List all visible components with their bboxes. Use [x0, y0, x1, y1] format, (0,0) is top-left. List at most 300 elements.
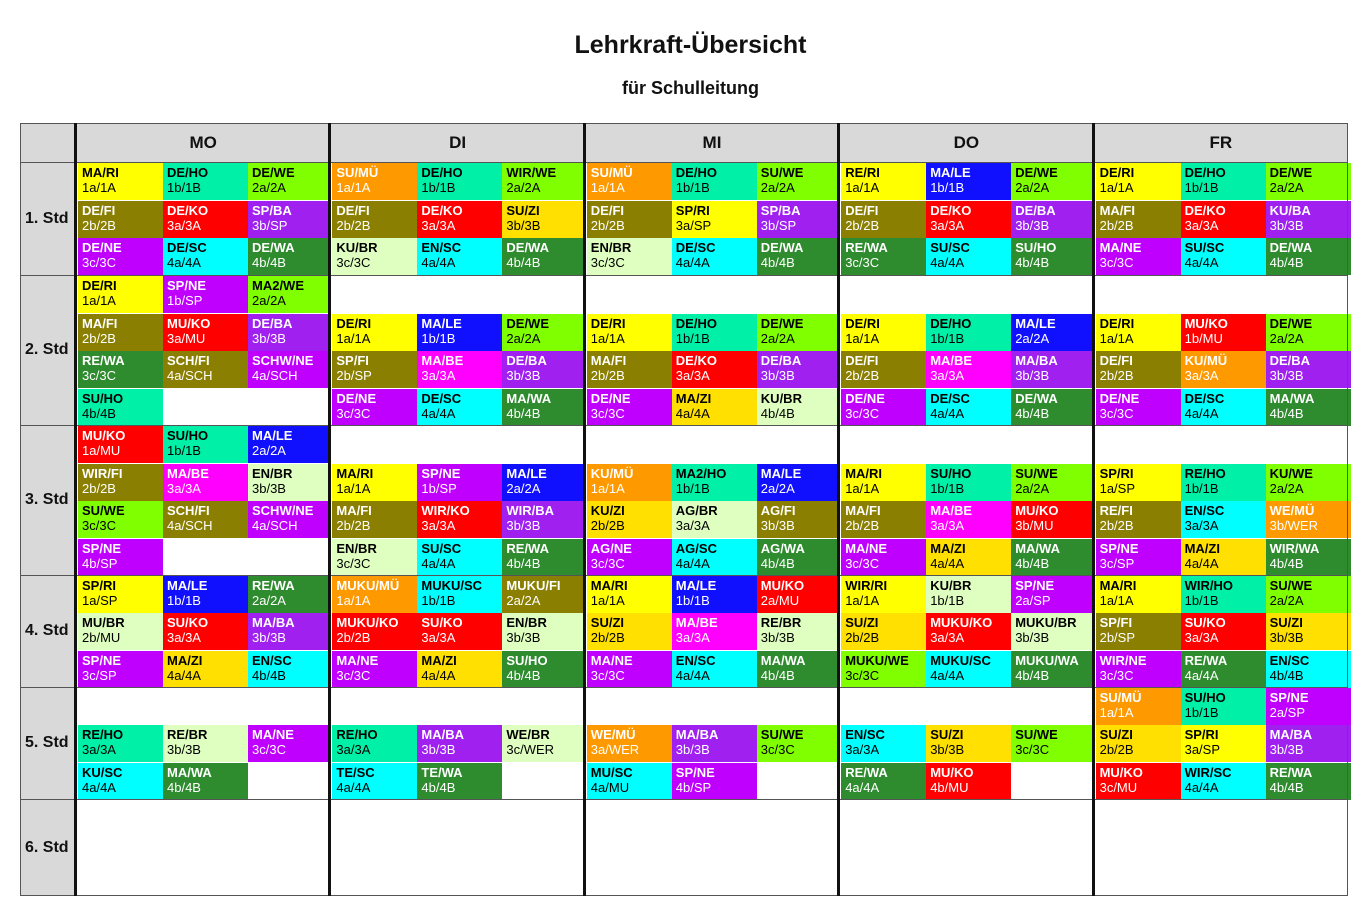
- lesson-subject: KU/MÜ: [1184, 353, 1228, 368]
- lesson-subject: EN/SC: [845, 727, 885, 743]
- lesson-entry[interactable]: [248, 351, 333, 388]
- day-header-di: DI: [330, 123, 584, 162]
- lesson-class: 4b/4B: [760, 405, 795, 421]
- lesson-entry[interactable]: [163, 426, 248, 463]
- lesson-entry[interactable]: [1181, 501, 1266, 538]
- lesson-entry[interactable]: [841, 613, 926, 650]
- lesson-class: 2b/SP: [1099, 630, 1136, 646]
- lesson-entry[interactable]: [1266, 763, 1351, 800]
- lesson-entry[interactable]: [1181, 576, 1266, 613]
- lesson-entry[interactable]: [417, 389, 502, 426]
- lesson-entry[interactable]: [1011, 314, 1096, 351]
- lesson-entry[interactable]: [841, 576, 926, 613]
- lesson-class: 1a/1A: [336, 480, 371, 496]
- lesson-class: 4a/4A: [675, 667, 710, 683]
- lesson-entry[interactable]: [1011, 389, 1096, 426]
- lesson-entry[interactable]: [502, 725, 587, 762]
- lesson-entry[interactable]: [672, 238, 757, 275]
- lesson-entry[interactable]: [502, 464, 587, 501]
- lesson-entry[interactable]: [417, 314, 502, 351]
- lesson-entry[interactable]: [1266, 613, 1351, 650]
- lesson-entry[interactable]: [78, 539, 163, 576]
- lesson-entry[interactable]: [502, 238, 587, 275]
- lesson-entry[interactable]: [1011, 539, 1096, 576]
- lesson-entry[interactable]: [78, 464, 163, 501]
- lesson-subject: MA/WA: [506, 390, 552, 406]
- lesson-entry[interactable]: [163, 651, 248, 688]
- lesson-entry[interactable]: [587, 725, 672, 762]
- lesson-entry[interactable]: [332, 464, 417, 501]
- lesson-subject: DE/HO: [421, 165, 463, 181]
- lesson-class: 4a/4A: [930, 555, 965, 571]
- lesson-entry[interactable]: [502, 389, 587, 426]
- lesson-entry[interactable]: [1011, 501, 1096, 538]
- lesson-entry[interactable]: [587, 389, 672, 426]
- lesson-class: 1b/1B: [1184, 704, 1219, 720]
- lesson-class: 1a/SP: [1099, 480, 1136, 496]
- lesson-entry[interactable]: [1011, 576, 1096, 613]
- lesson-entry[interactable]: [757, 238, 842, 275]
- lesson-entry[interactable]: [163, 763, 248, 800]
- lesson-entry[interactable]: [1181, 688, 1266, 725]
- lesson-subject: MA/BA: [421, 727, 464, 743]
- lesson-subject: DE/SC: [675, 240, 716, 256]
- lesson-class: 4a/4A: [675, 405, 710, 421]
- lesson-entry[interactable]: [163, 163, 248, 200]
- lesson-entry[interactable]: [1181, 314, 1266, 351]
- lesson-entry[interactable]: [78, 763, 163, 800]
- lesson-subject: RE/HO: [1184, 465, 1226, 481]
- lesson-entry[interactable]: [78, 163, 163, 200]
- lesson-entry[interactable]: [587, 351, 672, 388]
- lesson-entry[interactable]: [672, 464, 757, 501]
- lesson-subject: MA/ZI: [167, 652, 203, 668]
- lesson-entry[interactable]: [248, 725, 333, 762]
- lesson-subject: MUKU/WA: [1015, 652, 1079, 668]
- lesson-entry[interactable]: [1096, 351, 1181, 388]
- lesson-entry[interactable]: [926, 725, 1011, 762]
- lesson-class: 3c/3C: [590, 667, 625, 683]
- lesson-entry[interactable]: [841, 651, 926, 688]
- lesson-entry[interactable]: [417, 163, 502, 200]
- lesson-entry[interactable]: [587, 763, 672, 800]
- lesson-entry[interactable]: [587, 501, 672, 538]
- lesson-entry[interactable]: [417, 763, 502, 800]
- lesson-entry[interactable]: [78, 651, 163, 688]
- lesson-entry[interactable]: [1266, 314, 1351, 351]
- lesson-class: 3a/3A: [675, 518, 710, 533]
- lesson-class: 4b/4B: [760, 255, 795, 271]
- lesson-class: 3a/3A: [1184, 217, 1219, 233]
- lesson-class: 3a/3A: [421, 518, 456, 533]
- lesson-entry[interactable]: [417, 501, 502, 538]
- lesson-entry[interactable]: [757, 576, 842, 613]
- lesson-class: 3b/3B: [1015, 217, 1050, 233]
- lesson-entry[interactable]: [163, 276, 248, 313]
- lesson-entry[interactable]: [1096, 501, 1181, 538]
- lesson-subject: RE/WA: [1269, 764, 1313, 780]
- lesson-entry[interactable]: [926, 314, 1011, 351]
- lesson-entry[interactable]: [417, 539, 502, 576]
- lesson-class: 4a/MU: [590, 779, 630, 795]
- lesson-entry[interactable]: [757, 163, 842, 200]
- lesson-entry[interactable]: [248, 651, 333, 688]
- lesson-entry[interactable]: [332, 763, 417, 800]
- lesson-entry[interactable]: [1266, 651, 1351, 688]
- lesson-class: 1a/1A: [590, 330, 625, 346]
- lesson-entry[interactable]: [672, 314, 757, 351]
- lesson-class: 4a/4A: [421, 405, 456, 421]
- lesson-entry[interactable]: [1266, 576, 1351, 613]
- lesson-entry[interactable]: [587, 613, 672, 650]
- lesson-entry[interactable]: [417, 201, 502, 238]
- lesson-entry[interactable]: [332, 389, 417, 426]
- lesson-entry[interactable]: [587, 464, 672, 501]
- lesson-entry[interactable]: [926, 576, 1011, 613]
- lesson-entry[interactable]: [417, 351, 502, 388]
- lesson-entry[interactable]: [841, 238, 926, 275]
- lesson-entry[interactable]: [78, 351, 163, 388]
- lesson-entry[interactable]: [672, 613, 757, 650]
- lesson-entry[interactable]: [757, 389, 842, 426]
- lesson-entry[interactable]: [332, 539, 417, 576]
- lesson-subject: SU/SC: [421, 540, 462, 556]
- lesson-entry[interactable]: [332, 314, 417, 351]
- lesson-entry[interactable]: [78, 725, 163, 762]
- lesson-subject: MA/BE: [930, 353, 973, 368]
- lesson-entry[interactable]: [672, 539, 757, 576]
- lesson-entry[interactable]: [502, 351, 587, 388]
- lesson-entry[interactable]: [926, 201, 1011, 238]
- lesson-entry[interactable]: [1266, 688, 1351, 725]
- lesson-entry[interactable]: [1181, 613, 1266, 650]
- lesson-entry[interactable]: [163, 351, 248, 388]
- lesson-entry[interactable]: [757, 351, 842, 388]
- schedule-cell: [839, 799, 1093, 896]
- lesson-entry[interactable]: [926, 651, 1011, 688]
- lesson-subject: SP/RI: [1099, 465, 1134, 481]
- lesson-entry[interactable]: [78, 238, 163, 275]
- lesson-subject: MUKU/BR: [1015, 615, 1077, 631]
- lesson-entry[interactable]: [502, 651, 587, 688]
- lesson-entry[interactable]: [502, 314, 587, 351]
- lesson-entry[interactable]: [163, 613, 248, 650]
- lesson-entry[interactable]: [841, 763, 926, 800]
- lesson-entry[interactable]: [587, 201, 672, 238]
- lesson-entry[interactable]: [926, 464, 1011, 501]
- lesson-entry[interactable]: [248, 464, 333, 501]
- lesson-entry[interactable]: [248, 314, 333, 351]
- lesson-subject: MA/FI: [82, 315, 118, 331]
- day-header-mo: MO: [76, 123, 330, 162]
- lesson-entry[interactable]: [587, 539, 672, 576]
- lesson-entry[interactable]: [78, 201, 163, 238]
- lesson-class: 1b/1B: [930, 592, 965, 608]
- lesson-entry[interactable]: [502, 576, 587, 613]
- lesson-entry[interactable]: [672, 501, 757, 538]
- lesson-entry[interactable]: [1181, 238, 1266, 275]
- lesson-entry[interactable]: [502, 163, 587, 200]
- lesson-class: 3c/3C: [1099, 255, 1134, 271]
- lesson-entry[interactable]: [163, 576, 248, 613]
- lesson-entry[interactable]: [1181, 763, 1266, 800]
- lesson-entry[interactable]: [1011, 651, 1096, 688]
- lesson-subject: DE/WE: [1269, 315, 1313, 331]
- lesson-entry[interactable]: [1096, 763, 1181, 800]
- lesson-entry[interactable]: [1266, 163, 1351, 200]
- lesson-entry[interactable]: [163, 501, 248, 538]
- lesson-class: 3c/3C: [845, 405, 880, 421]
- lesson-entry[interactable]: [841, 501, 926, 538]
- lesson-entry[interactable]: [757, 501, 842, 538]
- lesson-subject: DE/KO: [1184, 202, 1226, 218]
- lesson-entry[interactable]: [1011, 163, 1096, 200]
- lesson-entry[interactable]: [587, 163, 672, 200]
- lesson-entry[interactable]: [332, 351, 417, 388]
- lesson-entry[interactable]: [248, 238, 333, 275]
- lesson-entry[interactable]: [672, 163, 757, 200]
- lesson-entry[interactable]: [417, 651, 502, 688]
- lesson-class: 2b/2B: [1099, 368, 1134, 383]
- lesson-entry[interactable]: [163, 725, 248, 762]
- lesson-entry[interactable]: [926, 501, 1011, 538]
- day-header-do: DO: [839, 123, 1093, 162]
- lesson-entry[interactable]: [1096, 576, 1181, 613]
- lesson-class: 4b/4B: [1015, 667, 1050, 683]
- lesson-subject: KU/MÜ: [590, 465, 634, 481]
- grid-line: [20, 162, 1348, 163]
- lesson-subject: RE/RI: [845, 165, 880, 181]
- lesson-class: 1b/1B: [421, 330, 456, 346]
- lesson-entry[interactable]: [672, 576, 757, 613]
- lesson-entry[interactable]: [672, 389, 757, 426]
- lesson-entry[interactable]: [1011, 238, 1096, 275]
- lesson-entry[interactable]: [1181, 464, 1266, 501]
- lesson-entry[interactable]: [672, 763, 757, 800]
- lesson-entry[interactable]: [1181, 389, 1266, 426]
- lesson-subject: MA/NE: [845, 540, 888, 556]
- lesson-entry[interactable]: [587, 314, 672, 351]
- lesson-entry[interactable]: [78, 613, 163, 650]
- lesson-class: 3b/MU: [1015, 518, 1054, 533]
- lesson-entry[interactable]: [1266, 389, 1351, 426]
- lesson-entry[interactable]: [757, 201, 842, 238]
- lesson-class: 2a/2A: [1269, 592, 1304, 608]
- lesson-class: 3b/3B: [506, 217, 541, 233]
- lesson-entry[interactable]: [248, 501, 333, 538]
- lesson-subject: SU/KO: [1184, 615, 1226, 631]
- lesson-entry[interactable]: [841, 163, 926, 200]
- lesson-entry[interactable]: [332, 651, 417, 688]
- lesson-entry[interactable]: [1011, 613, 1096, 650]
- lesson-entry[interactable]: [163, 238, 248, 275]
- lesson-entry[interactable]: [757, 725, 842, 762]
- lesson-entry[interactable]: [926, 351, 1011, 388]
- lesson-subject: DE/NE: [336, 390, 377, 406]
- lesson-entry[interactable]: [672, 725, 757, 762]
- lesson-class: 3c/3C: [760, 742, 795, 758]
- lesson-entry[interactable]: [248, 276, 333, 313]
- lesson-class: 2a/2A: [760, 180, 795, 196]
- lesson-entry[interactable]: [332, 201, 417, 238]
- lesson-entry[interactable]: [502, 201, 587, 238]
- lesson-entry[interactable]: [248, 426, 333, 463]
- lesson-entry[interactable]: [757, 314, 842, 351]
- lesson-entry[interactable]: [757, 464, 842, 501]
- lesson-subject: SP/RI: [675, 202, 710, 218]
- lesson-entry[interactable]: [78, 501, 163, 538]
- lesson-class: 2b/2B: [82, 480, 116, 496]
- lesson-entry[interactable]: [332, 576, 417, 613]
- lesson-entry[interactable]: [1011, 201, 1096, 238]
- lesson-entry[interactable]: [417, 464, 502, 501]
- lesson-entry[interactable]: [417, 576, 502, 613]
- lesson-entry[interactable]: [1181, 201, 1266, 238]
- lesson-class: 1b/1B: [675, 180, 710, 196]
- lesson-class: 3a/3A: [167, 630, 201, 646]
- lesson-entry[interactable]: [332, 238, 417, 275]
- lesson-subject: KU/SC: [82, 764, 123, 780]
- lesson-entry[interactable]: [502, 501, 587, 538]
- lesson-class: 3c/3C: [336, 555, 371, 571]
- lesson-entry[interactable]: [1096, 389, 1181, 426]
- lesson-entry[interactable]: [926, 238, 1011, 275]
- lesson-class: 3a/WER: [590, 742, 640, 758]
- lesson-subject: MA/BE: [675, 615, 718, 631]
- lesson-entry[interactable]: [1266, 725, 1351, 762]
- lesson-entry[interactable]: [841, 464, 926, 501]
- lesson-subject: SU/ZI: [1269, 615, 1303, 631]
- lesson-entry[interactable]: [163, 464, 248, 501]
- lesson-entry[interactable]: [332, 613, 417, 650]
- lesson-subject: WIR/HO: [1184, 577, 1233, 593]
- lesson-entry[interactable]: [926, 163, 1011, 200]
- lesson-entry[interactable]: [1266, 238, 1351, 275]
- lesson-entry[interactable]: [417, 238, 502, 275]
- lesson-entry[interactable]: [1096, 688, 1181, 725]
- lesson-entry[interactable]: [1096, 314, 1181, 351]
- lesson-entry[interactable]: [1266, 201, 1351, 238]
- lesson-entry[interactable]: [841, 351, 926, 388]
- lesson-entry[interactable]: [926, 613, 1011, 650]
- lesson-entry[interactable]: [926, 763, 1011, 800]
- lesson-entry[interactable]: [1011, 464, 1096, 501]
- lesson-entry[interactable]: [78, 389, 163, 426]
- lesson-entry[interactable]: [1096, 163, 1181, 200]
- lesson-class: 3c/3C: [82, 255, 116, 271]
- day-separator: [74, 123, 77, 896]
- lesson-entry[interactable]: [1181, 163, 1266, 200]
- lesson-subject: DE/HO: [167, 165, 209, 181]
- lesson-entry[interactable]: [78, 314, 163, 351]
- lesson-entry[interactable]: [1096, 238, 1181, 275]
- lesson-entry[interactable]: [1096, 464, 1181, 501]
- lesson-subject: SP/FI: [1099, 615, 1133, 631]
- lesson-entry[interactable]: [417, 613, 502, 650]
- grid-line: [20, 575, 1348, 576]
- lesson-subject: DE/BA: [252, 315, 293, 331]
- lesson-subject: DE/RI: [82, 278, 117, 293]
- lesson-subject: RE/FI: [1099, 503, 1133, 518]
- lesson-entry[interactable]: [248, 163, 333, 200]
- lesson-class: 3b/3B: [1269, 630, 1304, 646]
- lesson-subject: DE/RI: [336, 315, 372, 331]
- lesson-entry[interactable]: [841, 725, 926, 762]
- lesson-entry[interactable]: [502, 539, 587, 576]
- lesson-entry[interactable]: [78, 576, 163, 613]
- lesson-entry[interactable]: [841, 201, 926, 238]
- lesson-entry[interactable]: [1181, 651, 1266, 688]
- lesson-class: 2a/MU: [760, 592, 800, 608]
- lesson-entry[interactable]: [757, 539, 842, 576]
- lesson-class: 3b/3B: [760, 630, 795, 646]
- lesson-subject: MA/LE: [252, 428, 293, 443]
- lesson-entry[interactable]: [757, 613, 842, 650]
- lesson-entry[interactable]: [672, 201, 757, 238]
- lesson-entry[interactable]: [417, 725, 502, 762]
- lesson-subject: MA2/WE: [252, 278, 304, 293]
- lesson-entry[interactable]: [672, 351, 757, 388]
- lesson-subject: DE/KO: [675, 353, 717, 368]
- lesson-entry[interactable]: [1266, 501, 1351, 538]
- lesson-entry[interactable]: [1096, 613, 1181, 650]
- lesson-entry[interactable]: [587, 238, 672, 275]
- lesson-entry[interactable]: [332, 163, 417, 200]
- lesson-entry[interactable]: [1096, 201, 1181, 238]
- lesson-class: 3a/3A: [167, 217, 201, 233]
- lesson-entry[interactable]: [587, 651, 672, 688]
- lesson-entry[interactable]: [332, 725, 417, 762]
- lesson-entry[interactable]: [1096, 725, 1181, 762]
- lesson-entry[interactable]: [163, 314, 248, 351]
- lesson-subject: MU/SC: [590, 764, 633, 780]
- lesson-entry[interactable]: [78, 276, 163, 313]
- lesson-entry[interactable]: [248, 613, 333, 650]
- lesson-entry[interactable]: [841, 314, 926, 351]
- lesson-entry[interactable]: [1266, 464, 1351, 501]
- lesson-entry[interactable]: [248, 201, 333, 238]
- lesson-entry[interactable]: [1266, 351, 1351, 388]
- lesson-class: 3b/3B: [252, 480, 286, 496]
- lesson-entry[interactable]: [1011, 725, 1096, 762]
- lesson-entry[interactable]: [926, 539, 1011, 576]
- lesson-subject: RE/WA: [845, 764, 888, 780]
- lesson-entry[interactable]: [926, 389, 1011, 426]
- lesson-entry[interactable]: [1096, 539, 1181, 576]
- lesson-entry[interactable]: [841, 539, 926, 576]
- lesson-entry[interactable]: [1096, 651, 1181, 688]
- lesson-entry[interactable]: [1181, 725, 1266, 762]
- lesson-subject: RE/HO: [336, 727, 378, 743]
- lesson-entry[interactable]: [1266, 539, 1351, 576]
- lesson-entry[interactable]: [587, 576, 672, 613]
- lesson-class: 2b/2B: [1099, 742, 1134, 758]
- lesson-entry[interactable]: [332, 501, 417, 538]
- lesson-entry[interactable]: [502, 613, 587, 650]
- lesson-entry[interactable]: [672, 651, 757, 688]
- lesson-entry[interactable]: [1181, 539, 1266, 576]
- lesson-subject: MA/LE: [506, 465, 547, 481]
- lesson-entry[interactable]: [1011, 351, 1096, 388]
- lesson-class: 1a/1A: [845, 330, 880, 346]
- lesson-entry[interactable]: [163, 201, 248, 238]
- lesson-entry[interactable]: [78, 426, 163, 463]
- lesson-entry[interactable]: [248, 576, 333, 613]
- lesson-entry[interactable]: [757, 651, 842, 688]
- lesson-entry[interactable]: [841, 389, 926, 426]
- lesson-entry[interactable]: [1181, 351, 1266, 388]
- lesson-class: 3c/SP: [1099, 555, 1135, 571]
